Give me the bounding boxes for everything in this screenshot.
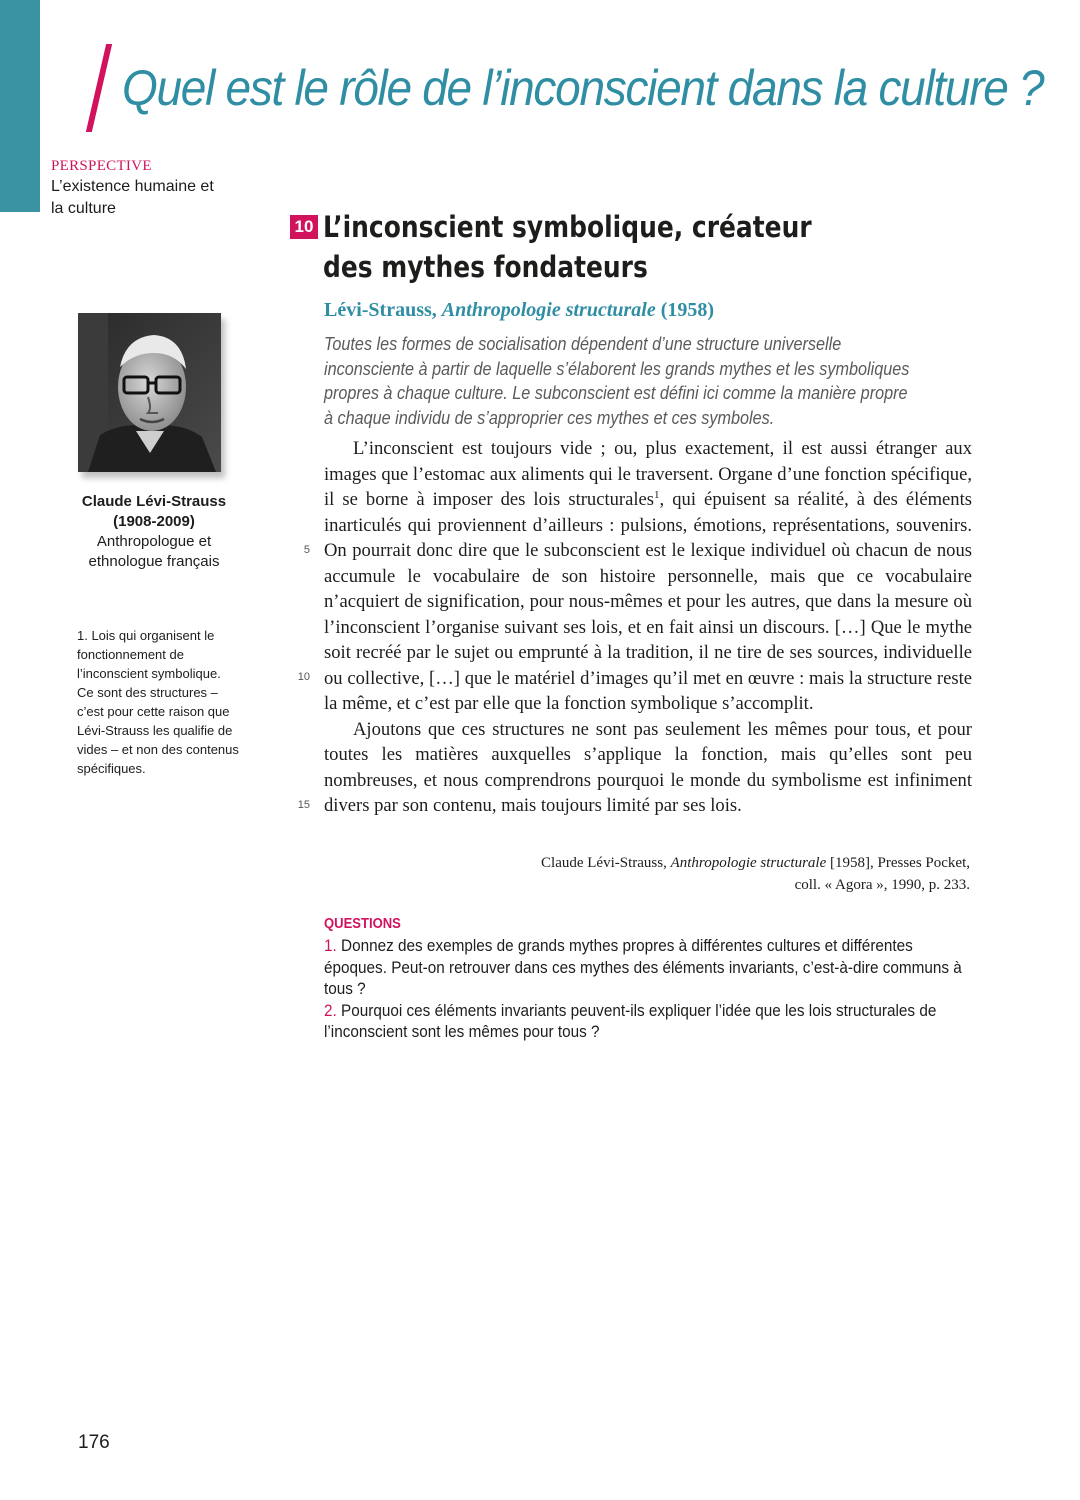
question-item	[324, 935, 972, 1000]
question-item	[324, 1000, 972, 1043]
caption-name: Claude Lévi-Strauss	[81, 493, 227, 510]
citation-author: Claude Lévi-Strauss,	[541, 855, 667, 871]
source-work: Anthropologie structurale	[441, 299, 656, 321]
page-number: 176	[78, 1432, 110, 1453]
line-number: 15	[297, 799, 310, 811]
document-intro: Toutes les formes de socialisation dépendent d’une structure universelle inconsciente à partir de laquelle s’élaborent les grands mythes et les symboliques propres à chaque culture. Le subconscient est défini ici comme la manière propre à chaque individu de s’approprier ces mythes et ces symboles.	[324, 334, 910, 428]
question-number: 2.	[324, 1000, 337, 1020]
title-slash-mark	[86, 44, 112, 132]
excerpt-paragraph-2: Ajoutons que ces structures ne sont pas seulement les mêmes pour tous, et pour toutes les matières auxquelles s’applique la fonction, mais qu’elles sont peu nombreuses, et nous comprendrons pourquoi le monde du symbolisme est infiniment divers par son contenu, mais toujours limité par ses lois.	[324, 718, 972, 816]
excerpt-paragraph-1: L’inconscient est toujours vide ; ou, plus exactement, il est aussi étranger aux images que l’estomac aux aliments qui le traversent. Organe d’une fonction spécifique, il se borne à imposer des lois structurales$^1$, qui épuisent sa réalité, à des éléments inarticulés qui proviennent d’ailleurs : pulsions, émotions, représentations, souvenirs. On pourrait donc dire que le subconscient est le lexique individuel où chacun de nous accumule le vocabulaire de son histoire personnelle, mais que ce vocabulaire n’acquiert de signification, pour nous-mêmes et pour les autres, que dans la mesure où l’inconscient l’organise suivant ses lois, et en fait ainsi un discours. […] Que le mythe soit recréé par le sujet ou emprunté à la tradition, il ne tire de ses sources, individuelle ou collective, […] que le matériel d’images qu’il met en œuvre : mais la structure reste la même, et c’est par elle que la fonction symbolique s’accomplit.	[324, 438, 972, 714]
line-number: 10	[297, 671, 310, 683]
document-number-badge: 10	[290, 215, 318, 239]
page-title: Quel est le rôle de l’inconscient dans la culture ?	[122, 60, 1044, 116]
questions-heading: QUESTIONS	[324, 916, 401, 932]
citation-work: Anthropologie structurale	[670, 855, 827, 871]
source-author: Lévi-Strauss,	[324, 299, 437, 321]
chapter-tab-band	[0, 0, 40, 212]
caption-dates: (1908-2009)	[113, 513, 195, 530]
caption-role: Anthropologue et ethnologue français	[88, 533, 220, 570]
citation-collection: coll. « Agora », 1990, p. 233.	[794, 877, 970, 893]
perspective-label: PERSPECTIVE	[51, 158, 152, 174]
source-line	[324, 299, 714, 322]
line-number: 5	[303, 544, 310, 556]
perspective-theme: L’existence humaine et la culture	[51, 178, 214, 217]
portrait-photo	[78, 313, 221, 472]
questions-list	[324, 935, 972, 1043]
citation-publisher: [1958], Presses Pocket,	[830, 855, 970, 871]
document-title: L’inconscient symbolique, créateur des mythes fondateurs	[323, 210, 812, 284]
citation	[480, 852, 970, 896]
author-portrait	[78, 313, 221, 472]
excerpt-text	[324, 436, 972, 819]
question-text: Donnez des exemples de grands mythes propres à différentes cultures et différentes époques. Peut-on retrouver dans ces mythes des éléments invariants, c’est-à-dire communs à tous ?	[324, 936, 962, 998]
footnote-ref: 1	[654, 488, 660, 501]
question-text: Pourquoi ces éléments invariants peuvent-ils expliquer l’idée que les lois structurales de l’inconscient sont les mêmes pour tous ?	[324, 1000, 937, 1041]
portrait-caption	[60, 492, 248, 572]
source-year: (1958)	[660, 299, 715, 321]
question-number: 1.	[324, 936, 337, 955]
footnote: 1. Lois qui organisent le fonctionnement de l’inconscient symbolique. Ce sont des structures – c’est pour cette raison que Lévi-Strauss les qualifie de vides – et non des contenus spécifiques.	[77, 628, 239, 776]
